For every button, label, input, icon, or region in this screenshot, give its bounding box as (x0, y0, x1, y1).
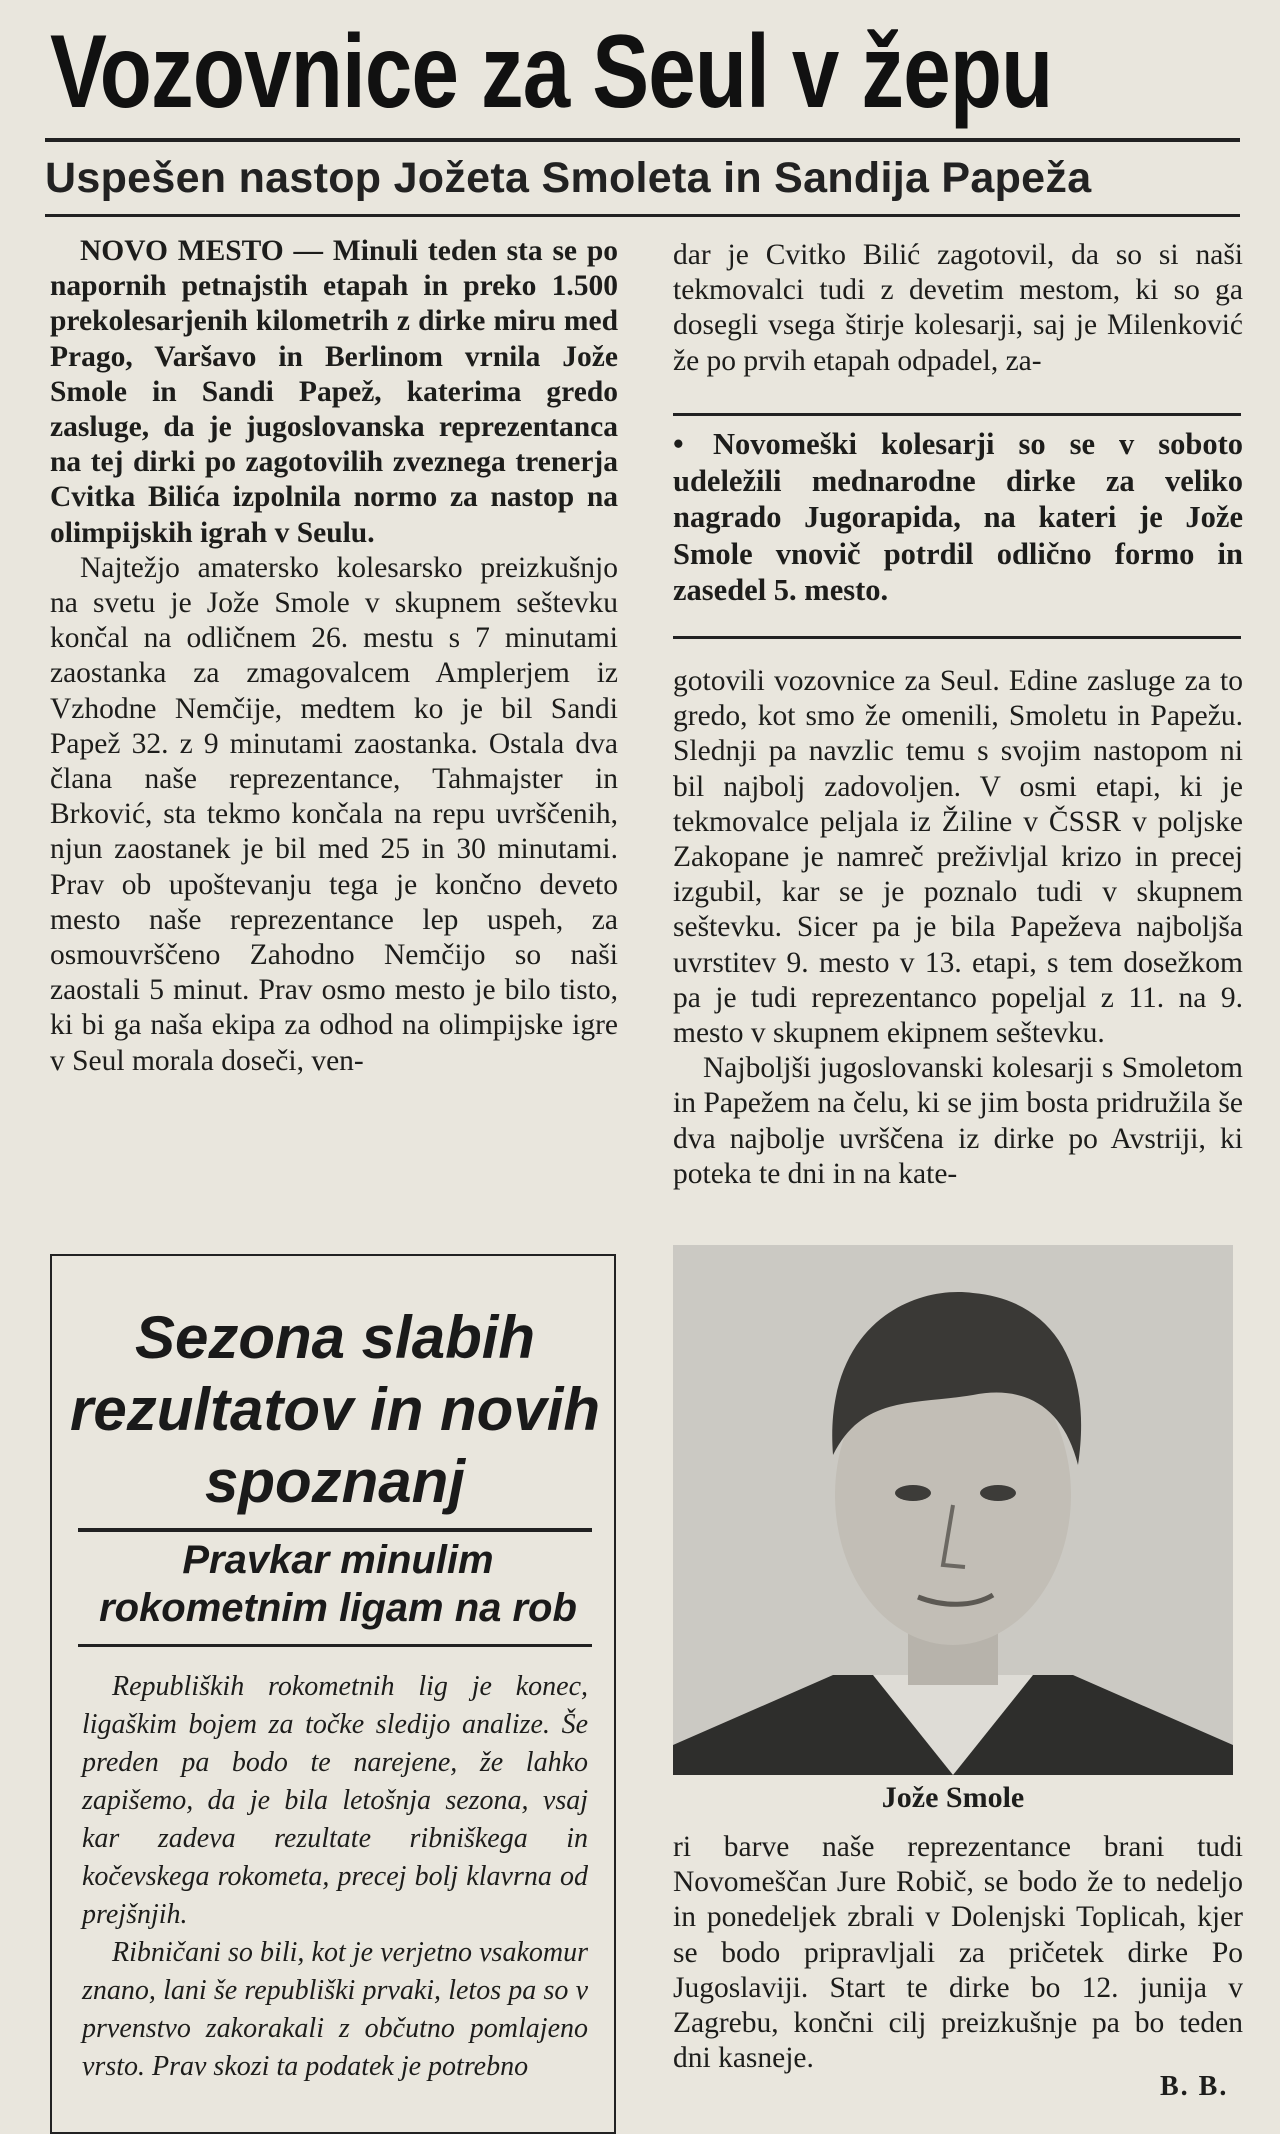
sidebar-paragraph-2: Ribničani so bili, kot je verjetno vsakomur znano, lani še republiški prvaki, letos pa so v prvenstvo zakorakali z občutno pomlajeno vrsto. Prav skozi ta podatek je potrebno (82, 1937, 588, 2082)
bullet-icon: • (673, 427, 684, 461)
note-box (673, 426, 1243, 609)
note-rule-bottom (673, 636, 1241, 639)
body-paragraph-3: Najboljši jugoslovanski kolesarji s Smoletom in Papežem na čelu, ki se jim bosta pridružila še dva najbolje uvrščena iz dirke po Avstriji, ki poteka te dni in na kate- (673, 1052, 1243, 1190)
portrait-illustration (673, 1245, 1233, 1775)
sidebar-title-rule (78, 1528, 592, 1532)
sidebar-subtitle: Pravkar minulim rokometnim ligam na rob (99, 1538, 577, 1630)
body-paragraph-4: ri barve naše reprezentance brani tudi Novomeščan Jure Robič, se bodo že to nedeljo in ponedeljek zbrali v Dolenjski Toplicah, kjer se bodo pripravljali za pričetek dirke Po Jugoslaviji. Start te dirke bo 12. junija v Zagrebu, končni cilj preizkušnje pa bo teden dni kasneje. (673, 1831, 1243, 2075)
note-rule-top (673, 413, 1241, 416)
portrait-photo (673, 1245, 1233, 1775)
subheadline: Uspešen nastop Jožeta Smoleta in Sandija Papeža (45, 154, 1092, 202)
photo-caption: Jože Smole (881, 1781, 1025, 1814)
lead-paragraph (50, 234, 618, 551)
dateline: NOVO MESTO — (80, 235, 333, 267)
sidebar-subtitle-rule (78, 1644, 592, 1647)
left-column (50, 234, 618, 1079)
lead-text: Minuli teden sta se po napornih petnajstih etapah in preko 1.500 prekolesarjenih kilometrih z dirke miru med Prago, Varšavo in Berlinom vrnila Jože Smole in Sandi Papež, katerima gredo zasluge, da je jugoslovanska reprezentanca na tej dirki po zagotovilih zveznega trenerja Cvitka Bilića izpolnila normo za nastop na olimpijskih igrah v Seulu. (50, 235, 618, 549)
body-paragraph-continued-2: gotovili vozovnice za Seul. Edine zasluge za to gredo, kot smo že omenili, Smoletu in Papežu. Slednji pa navzlic temu s svojim nastopom ni bil najbolj zadovoljen. V osmi etapi, ki je tekmovalce peljala iz Žiline v ČSSR v poljske Zakopane je namreč preživljal krizo in precej izgubil, kar se je poznalo tudi v skupnem seštevku. Sicer pa je bila Papeževa najboljša uvrstitev 9. mesto v 13. etapi, s tem dosežkom pa je tudi reprezentanco popeljal z 11. na 9. mesto v skupnem ekipnem seštevku. (673, 665, 1243, 1050)
sidebar-title: Sezona slabih rezultatov in novih spoznanj (69, 1304, 601, 1515)
headline: Vozovnice za Seul v žepu (50, 14, 1053, 130)
headline-rule (45, 138, 1240, 142)
right-column-bottom (673, 1830, 1243, 2076)
note-text: Novomeški kolesarji so se v soboto udeležili mednarodne dirke za veliko nagrado Jugorapida, na kateri je Jože Smole vnovič potrdil odlično formo in zasedel 5. mesto. (673, 427, 1243, 607)
sidebar-body (82, 1668, 588, 2086)
right-column-middle (673, 664, 1243, 1192)
body-paragraph-continued: dar je Cvitko Bilić zagotovil, da so si naši tekmovalci tudi z devetim mestom, ki so ga dosegli vsega štirje kolesarji, saj je Milenković že po prvih etapah odpadel, za- (673, 239, 1243, 377)
body-paragraph: Najtežjo amatersko kolesarsko preizkušnjo na svetu je Jože Smole v skupnem seštevku končal na odličnem 26. mestu s 7 minutami zaostanka za zmagovalcem Amplerjem iz Vzhodne Nemčije, medtem ko je bil Sandi Papež 32. z 9 minutami zaostanka. Ostala dva člana naše reprezentance, Tahmajster in Brković, sta tekmo končala na repu uvrščenih, njun zaostanek je bil med 25 in 30 minutami. Prav ob upoštevanju tega je končno deveto mesto naše reprezentance lep uspeh, za osmouvrščeno Zahodno Nemčijo so naši zaostali 5 minut. Prav osmo mesto je bilo tisto, ki bi ga naša ekipa za odhod na olimpijske igre v Seul morala doseči, ven- (50, 551, 618, 1077)
subheadline-rule (45, 214, 1240, 217)
sidebar-article (50, 1254, 616, 2134)
sidebar-paragraph-1: Republiških rokometnih lig je konec, ligaškim bojem za točke sledijo analize. Še preden pa bodo te narejene, že lahko zapišemo, da je bila letošnja sezona, vsaj kar zadeva rezultate ribniškega in kočevskega rokometa, precej bolj klavrna od prejšnjih. (82, 1671, 588, 1930)
right-column-top (673, 238, 1243, 379)
author-signature: B. B. (1160, 2071, 1229, 2102)
